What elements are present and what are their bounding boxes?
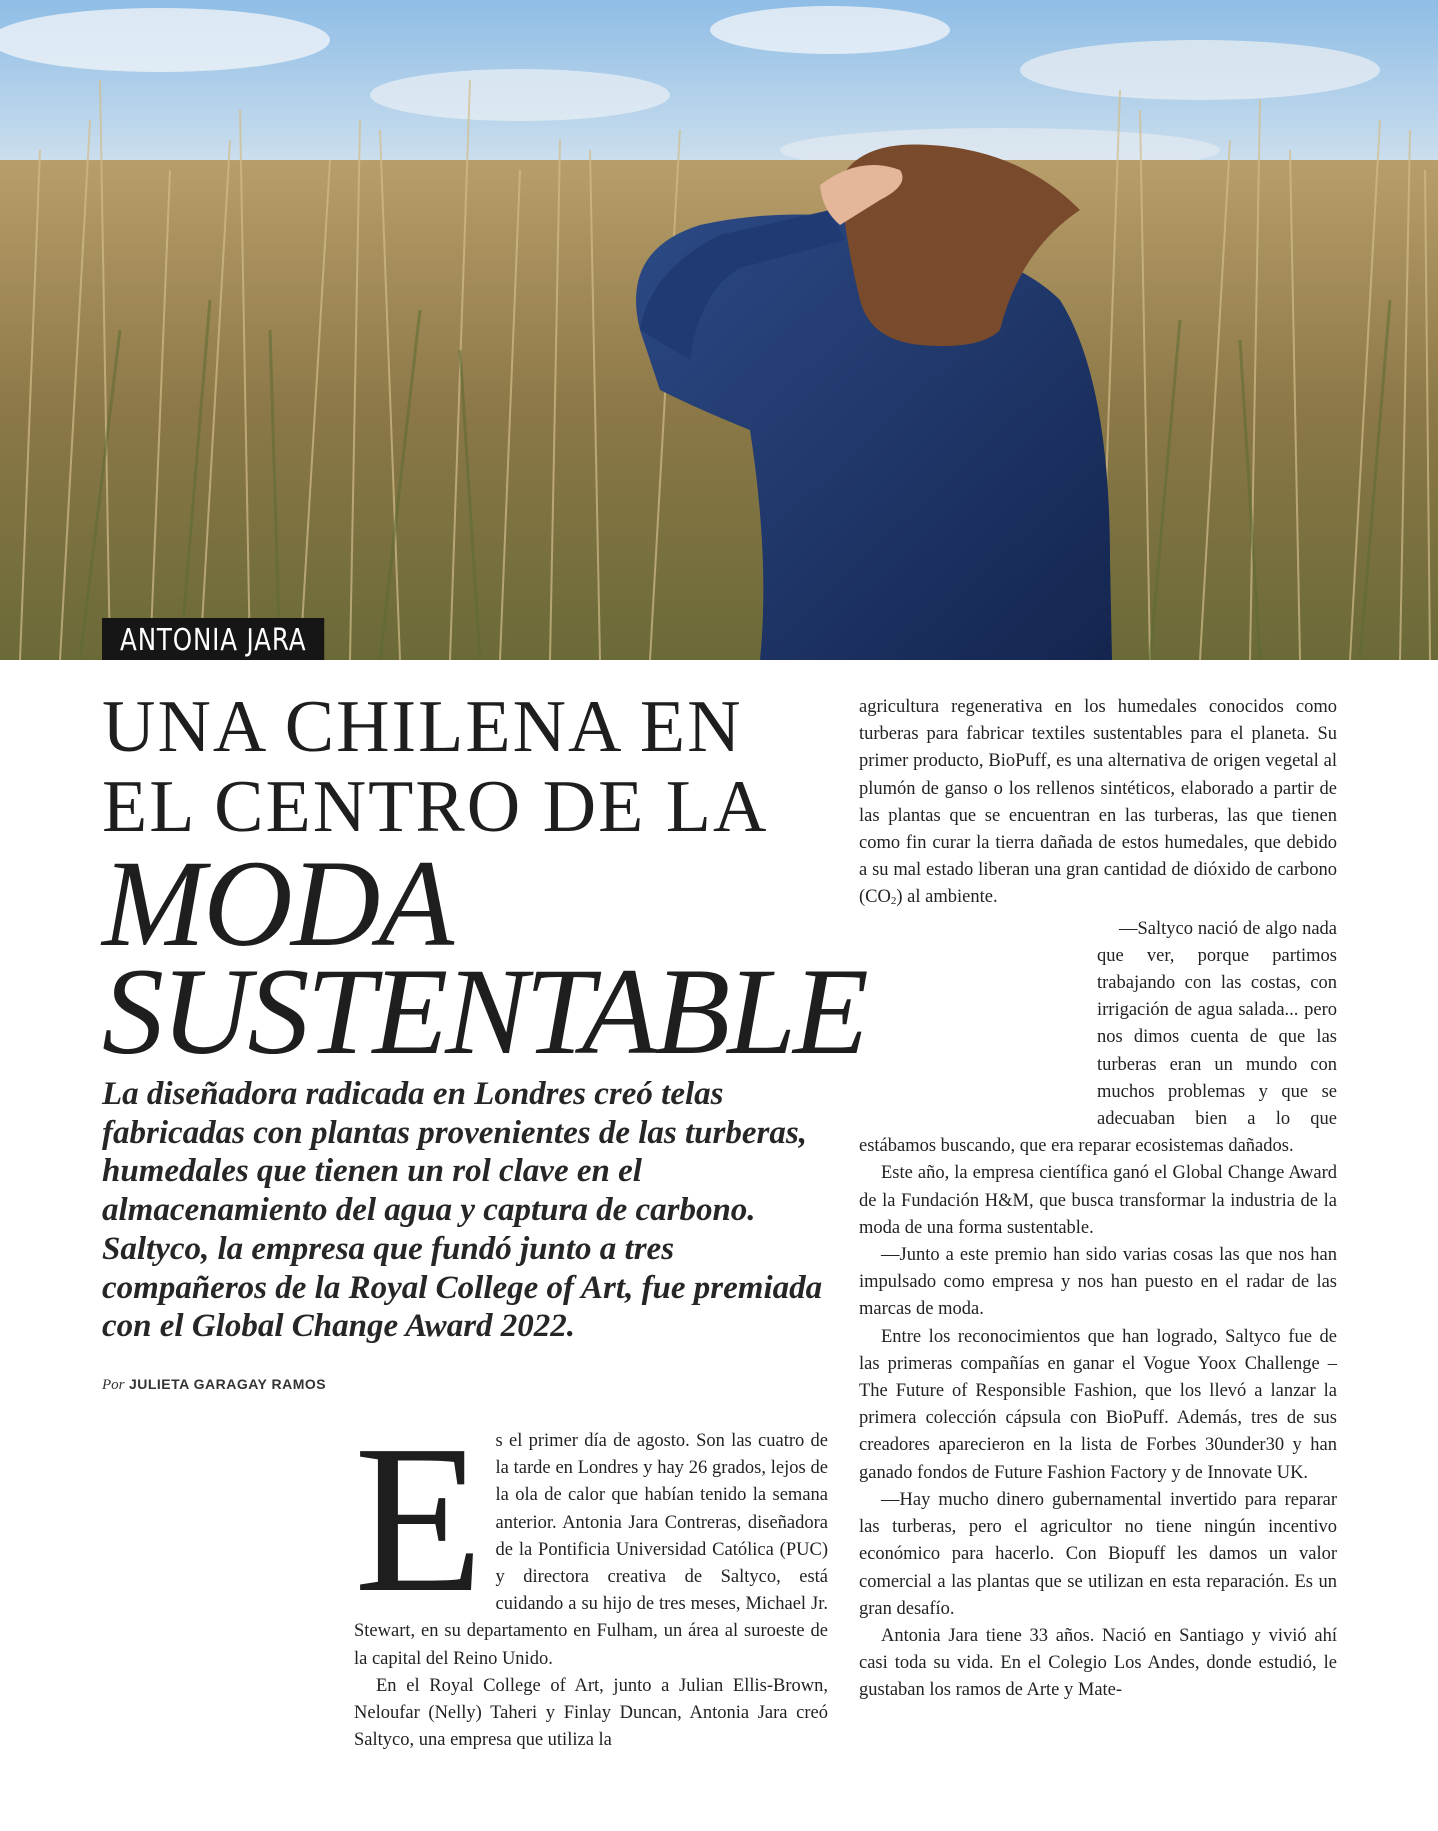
body-column-left <box>354 1401 828 1754</box>
article-deck: La diseñadora radicada en Londres creó telas fabricadas con plantas provenientes de las turberas, humedales que tienen un rol clave en el almacenamiento del agua y captura de carbono. Saltyco, la empresa que fundó junto a tres compañeros de la Royal College of Art, fue premiada con el Global Change Award 2022. <box>102 1076 823 1345</box>
body-paragraph: Entre los reconocimientos que han logrado, Saltyco fue de las primeras compañías en ganar el Vogue Yoox Challenge – The Future of Responsible Fashion, que los llevó a lanzar la primera colección cápsula con BioPuff. Además, tres de sus creadores aparecieron en la lista de Forbes 30under30 y han ganado fondos de Future Fashion Factory y de Innovate UK. <box>859 1326 1337 1483</box>
body-paragraph: —Junto a este premio han sido varias cosas las que nos han impulsado como empresa y nos han puesto en el radar de las marcas de moda. <box>859 1245 1337 1320</box>
body-paragraph: s el primer día de agosto. Son las cuatro de la tarde en Londres y hay 26 grados, lejos de la ola de calor que habían tenido la semana anterior. Antonia Jara Contreras, diseñadora de la Pontificia Universidad Católica (PUC) y directora creativa de Saltyco, está cuidando a su hijo de tres meses, Michael Jr. Stewart, en su departamento en Fulham, un área al suroeste de la capital del Reino Unido. <box>354 1431 828 1669</box>
body-column-right <box>859 694 1337 1705</box>
byline-prefix: Por <box>102 1377 125 1393</box>
co2-subscript: 2 <box>890 895 897 908</box>
drop-cap: E <box>354 1401 484 1636</box>
headline-line-2: EL CENTRO DE LA <box>102 766 769 848</box>
body-paragraph: Este año, la empresa científica ganó el Global Change Award de la Fundación H&M, que busca transformar la industria de la moda de una forma sustentable. <box>859 1163 1337 1238</box>
cloud <box>710 6 950 54</box>
byline-author: JULIETA GARAGAY RAMOS <box>128 1376 327 1392</box>
text-run: agricultura regenerativa en los humedales conocidos como turberas para fabricar textiles sustentables para el planeta. Su primer producto, BioPuff, es una alternativa de origen vegetal al plumón de ganso o los rellenos sintéticos, elaborado a partir de las plantas que se encuentran en las turberas, las que tienen como fin curar la tierra dañada de estos humedales, que debido a su mal estado liberan una gran cantidad de dióxido de carbono (CO <box>859 697 1337 908</box>
subject-name-tag: ANTONIA JARA <box>102 618 324 660</box>
headline-line-3: MODA <box>102 835 453 972</box>
cloud <box>1020 40 1380 100</box>
cloud <box>0 8 330 72</box>
body-paragraph: —Hay mucho dinero gubernamental invertido para reparar las turberas, pero el agricultor no tiene ningún incentivo económico para hacerlo. Con Biopuff les damos un valor comercial a las plantas que se utilizan en esta reparación. Es un gran desafío. <box>859 1489 1337 1619</box>
body-paragraph: En el Royal College of Art, junto a Julian Ellis-Brown, Neloufar (Nelly) Taheri y Finlay Duncan, Antonia Jara creó Saltyco, una empresa que utiliza la <box>354 1675 828 1751</box>
hero-photo <box>0 0 1438 660</box>
cloud <box>370 69 670 121</box>
headline-line-4: SUSTENTABLE <box>102 943 866 1080</box>
headline-line-1: UNA CHILENA EN <box>102 686 743 768</box>
body-paragraph: —Saltyco nació de algo nada que ver, porque partimos trabajando con las costas, con irrigación de agua salada... pero nos dimos cuenta de que las turberas eran un mundo con muchos problemas y que se adecuaban bien a lo que estábamos buscando, que era reparar ecosistemas dañados. <box>859 918 1337 1157</box>
body-paragraph <box>859 694 1337 916</box>
text-run: ) al ambiente. <box>896 887 998 908</box>
reed-field-illustration <box>0 0 1438 660</box>
byline <box>102 1376 326 1394</box>
headline-wrap-space <box>859 918 1097 1108</box>
body-paragraph: Antonia Jara tiene 33 años. Nació en Santiago y vivió ahí casi toda su vida. En el Colegio Los Andes, donde estudió, le gustaban los ramos de Arte y Mate- <box>859 1625 1337 1701</box>
